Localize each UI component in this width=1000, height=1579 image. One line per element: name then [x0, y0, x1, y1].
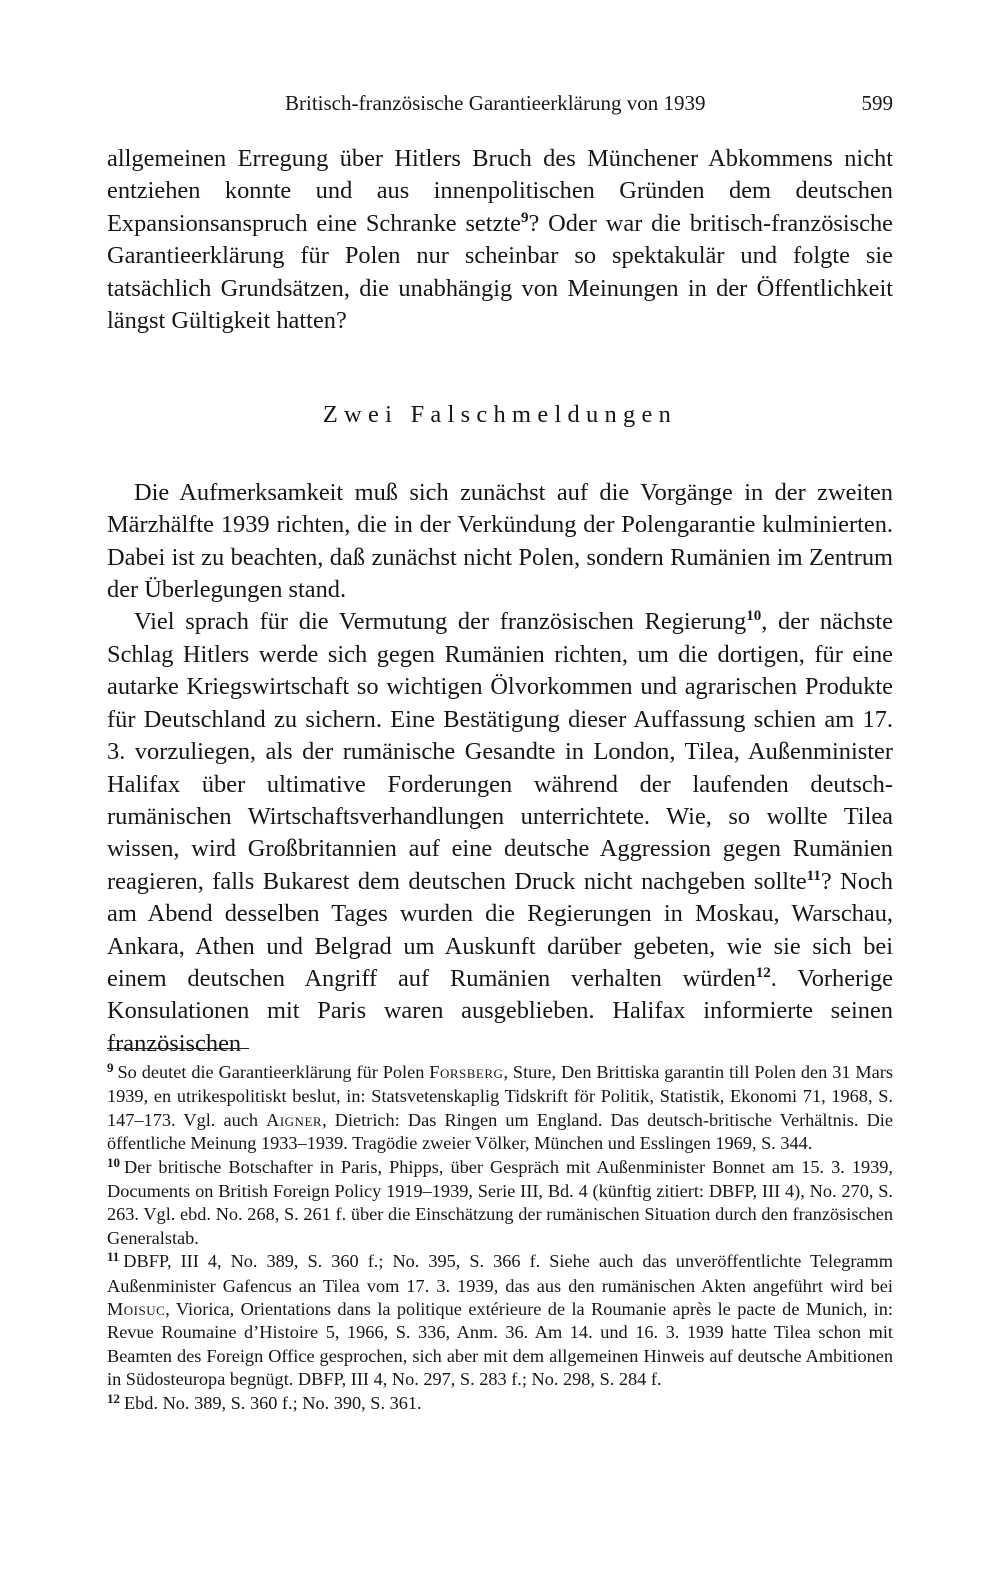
footnote-9-text-a: So deutet die Garantieerklärung für Polen	[117, 1062, 430, 1082]
running-title: Britisch-französische Garantieerklärung von 1939	[285, 91, 706, 115]
page	[107, 0, 893, 1579]
footnote-11-author: Moisuc	[107, 1299, 166, 1320]
paragraph-3-part-b: , der nächste Schlag Hitlers werde sich gegen Rumänien richten, um die dortigen, für eine autarke Kriegswirtschaft so wichtigen Ölvorkommen und agrarischen Produkte für Deutschland zu sichern. Eine Bestätigung dieser Auffassung schien am 17. 3. vorzuliegen, als der rumänische Gesandte in London, Tilea, Außenminister Halifax über ultimative Forderungen während der laufenden deutsch-rumänischen Wirtschaftsverhandlungen unterrichtete. Wie, so wollte Tilea wissen, wird Großbritannien auf eine deutsche Aggression gegen Rumänien reagieren, falls Bukarest dem deutschen Druck nicht nachgeben sollte	[107, 608, 893, 895]
footnote-ref-9: 9	[520, 209, 529, 226]
footnote-12-text: Ebd. No. 389, S. 360 f.; No. 390, S. 361.	[124, 1392, 422, 1413]
page-number: 599	[861, 91, 893, 115]
body-text	[107, 143, 893, 1060]
paragraph-2: Die Aufmerksamkeit muß sich zunächst auf die Vorgänge in der zweiten Märzhälfte 1939 richten, die in der Verkündung der Polengarantie kulminierten. Dabei ist zu beachten, daß zunächst nicht Polen, sondern Rumänien im Zentrum der Überlegungen stand.	[107, 478, 893, 604]
footnote-11-text-a: DBFP, III 4, No. 389, S. 360 f.; No. 395, S. 366 f. Siehe auch das unveröffentlichte Telegramm Außenminister Gafencus an Tilea vom 17. 3. 1939, das aus den rumänischen Akten angeführt wird bei	[107, 1251, 893, 1296]
paragraph-1	[107, 143, 893, 337]
footnote-rule	[107, 1048, 249, 1049]
footnote-10-text: Der britische Botschafter in Paris, Phipps, über Gespräch mit Außenminister Bonnet am 15. 3. 1939, Documents on British Foreign Policy 1919–1939, Serie III, Bd. 4 (künftig zitiert: DBFP, III 4), No. 270, S. 263. Vgl. ebd. No. 268, S. 261 f. über die Einschätzung der rumänischen Situation durch den französischen Generalstab.	[107, 1156, 893, 1248]
footnote-9-mark: 9	[107, 1060, 114, 1075]
footnote-ref-10: 10	[746, 608, 762, 625]
footnote-9	[107, 1061, 893, 1156]
footnote-ref-12: 12	[755, 964, 771, 981]
footnote-11-mark: 11	[107, 1249, 120, 1265]
paragraph-3-part-a: Viel sprach für die Vermutung der französischen Regierung	[134, 608, 747, 636]
footnote-11	[107, 1250, 893, 1391]
paragraph-3	[107, 606, 893, 1060]
footnote-11-text-b: , Viorica, Orientations dans la politique extérieure de la Roumanie après le pacte de Munich, in: Revue Roumaine d’Histoire 5, 1966, S. 336, Anm. 36. Am 14. und 16. 3. 1939 hatte Tilea schon mit Beamten des Foreign Office gesprochen, sich aber mit dem allgemeinen Hinweis auf deutsche Ambitionen in Südosteuropa begnügt. DBFP, III 4, No. 297, S. 283 f.; No. 298, S. 284 f.	[107, 1299, 893, 1390]
footnote-9-author-1: Forsberg	[429, 1062, 504, 1082]
section-heading: Zwei Falschmeldungen	[322, 401, 678, 429]
footnote-9-author-2: Aigner	[266, 1109, 323, 1130]
running-head	[107, 88, 893, 118]
footnote-9-text-b: , Sture, Den Brittiska garantin till Polen den 31 Mars 1939, en utrikespolitiskt beslut, in: Statsvetenskaplig Tidskrift för Politik, Statistik, Ekonomi 71, 1968, S. 147–173. Vgl. auch	[107, 1062, 894, 1130]
footnote-12	[107, 1392, 893, 1416]
footnote-10	[107, 1156, 893, 1251]
paragraph-3-part-c: ? Noch am Abend desselben Tages wurden die Regierungen in Moskau, Warschau, Ankara, Athen und Belgrad um Auskunft darüber gebeten, wie sie sich bei einem deutschen Angriff auf Rumänien verhalten würden	[107, 867, 893, 992]
footnotes	[107, 1061, 893, 1416]
footnote-ref-11: 11	[806, 867, 821, 884]
paragraph-1-continuation: ? Oder war die britisch-französische Garantieerklärung für Polen nur scheinbar so spektakulär und folgte sie tatsächlich Grundsätzen, die unabhängig von Meinungen in der Öffentlichkeit längst Gültigkeit hatten?	[107, 209, 893, 335]
footnote-10-mark: 10	[107, 1154, 120, 1170]
paragraph-3-part-d: . Vorherige Konsulationen mit Paris waren ausgeblieben. Halifax informierte seinen französischen	[107, 964, 893, 1057]
footnote-12-mark: 12	[107, 1390, 120, 1406]
footnote-9-text-c: , Dietrich: Das Ringen um England. Das deutsch-britische Verhältnis. Die öffentliche Meinung 1933–1939. Tragödie zweier Völker, München und Esslingen 1969, S. 344.	[107, 1109, 894, 1154]
paragraph-1-text: allgemeinen Erregung über Hitlers Bruch des Münchener Abkommens nicht entziehen konnte und aus innenpolitischen Gründen dem deutschen Expansionsanspruch eine Schranke setzte	[107, 145, 893, 237]
